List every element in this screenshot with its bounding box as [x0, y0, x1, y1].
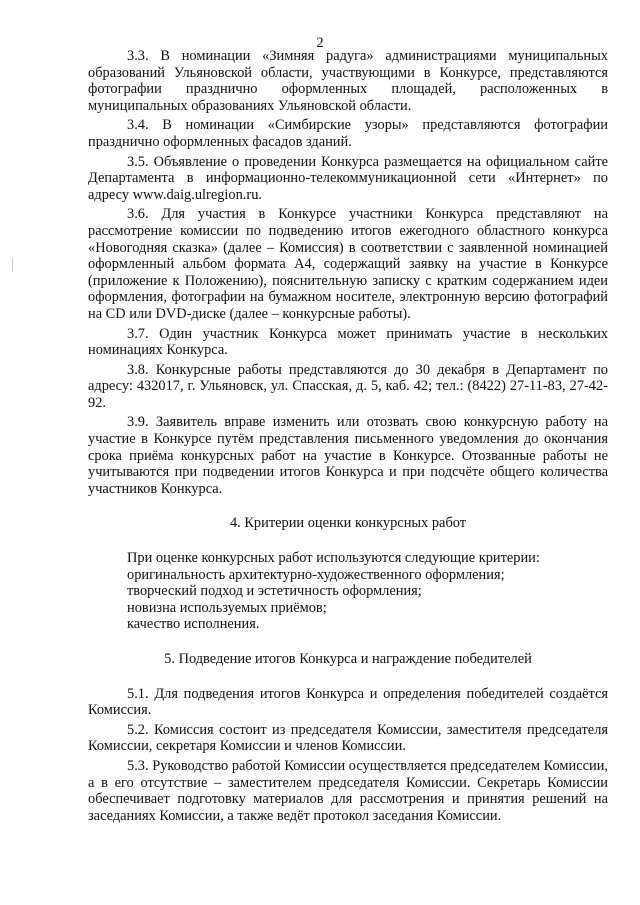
paragraph-3-6: 3.6. Для участия в Конкурсе участники Конкурса представляют на рассмотрение комиссии по подведению итогов ежегодного областного конкурса «Новогодняя сказка» (далее – Комиссия) в соответствии с заявленной номинацией оформленный альбом формата А4, содержащий заявку на участие в Конкурсе (приложение к Положению), пояснительную записку с кратким содержанием идеи оформления, фотографии на бумажном носителе, электронную версию фотографий на CD или DVD-диске (далее – конкурсные работы).	[88, 206, 608, 322]
page-number: 2	[316, 35, 324, 51]
section-heading-5: 5. Подведение итогов Конкурса и награждение победителей	[164, 651, 532, 667]
paragraph-3-9: 3.9. Заявитель вправе изменить или отозвать свою конкурсную работу на участие в Конкурсе путём представления письменного уведомления до окончания срока приёма конкурсных работ на участие в Конкурсе. Отозванные работы не учитываются при подведении итогов Конкурса и при подсчёте общего количества участников Конкурса.	[88, 414, 608, 497]
criteria-list	[88, 550, 608, 633]
document-body	[88, 48, 608, 827]
paragraph-5-1: 5.1. Для подведения итогов Конкурса и определения победителей создаётся Комиссия.	[88, 685, 608, 719]
paragraph-3-5: 3.5. Объявление о проведении Конкурса размещается на официальном сайте Департамента в информационно-телекоммуникационной сети «Интернет» по адресу www.daig.ulregion.ru.	[88, 153, 608, 203]
paragraph-3-8: 3.8. Конкурсные работы представляются до 30 декабря в Департамент по адресу: 432017, г. Ульяновск, ул. Спасская, д. 5, каб. 42; тел.: (8422) 27-11-83, 27-42-92.	[88, 361, 608, 411]
paragraph-3-3: 3.3. В номинации «Зимняя радуга» администрациями муниципальных образований Ульяновской области, участвующими в Конкурсе, представляются фотографии празднично оформленных площадей, расположенных в муниципальных образованиях Ульяновской области.	[88, 48, 608, 114]
paragraph-5-2: 5.2. Комиссия состоит из председателя Комиссии, заместителя председателя Комиссии, секретаря Комиссии и членов Комиссии.	[88, 721, 608, 755]
paragraph-3-4: 3.4. В номинации «Симбирские узоры» представляются фотографии празднично оформленных фасадов зданий.	[88, 117, 608, 150]
criteria-item: качество исполнения.	[127, 616, 260, 633]
criteria-item: творческий подход и эстетичность оформления;	[127, 583, 422, 600]
criteria-item: новизна используемых приёмов;	[127, 599, 327, 616]
margin-mark	[12, 258, 13, 272]
section-heading-4: 4. Критерии оценки конкурсных работ	[229, 515, 467, 532]
criteria-item: оригинальность архитектурно-художественного оформления;	[127, 566, 505, 583]
paragraph-5-3: 5.3. Руководство работой Комиссии осуществляется председателем Комиссии, а в его отсутствие – заместителем председателя Комиссии. Секретарь Комиссии обеспечивает подготовку материалов для рассмотрения и принятия решений на заседаниях Комиссии, а также ведёт протокол заседания Комиссии.	[88, 757, 608, 824]
paragraph-3-7: 3.7. Один участник Конкурса может принимать участие в нескольких номинациях Конкурса.	[88, 325, 608, 359]
criteria-intro: При оценке конкурсных работ используются следующие критерии:	[127, 550, 540, 567]
